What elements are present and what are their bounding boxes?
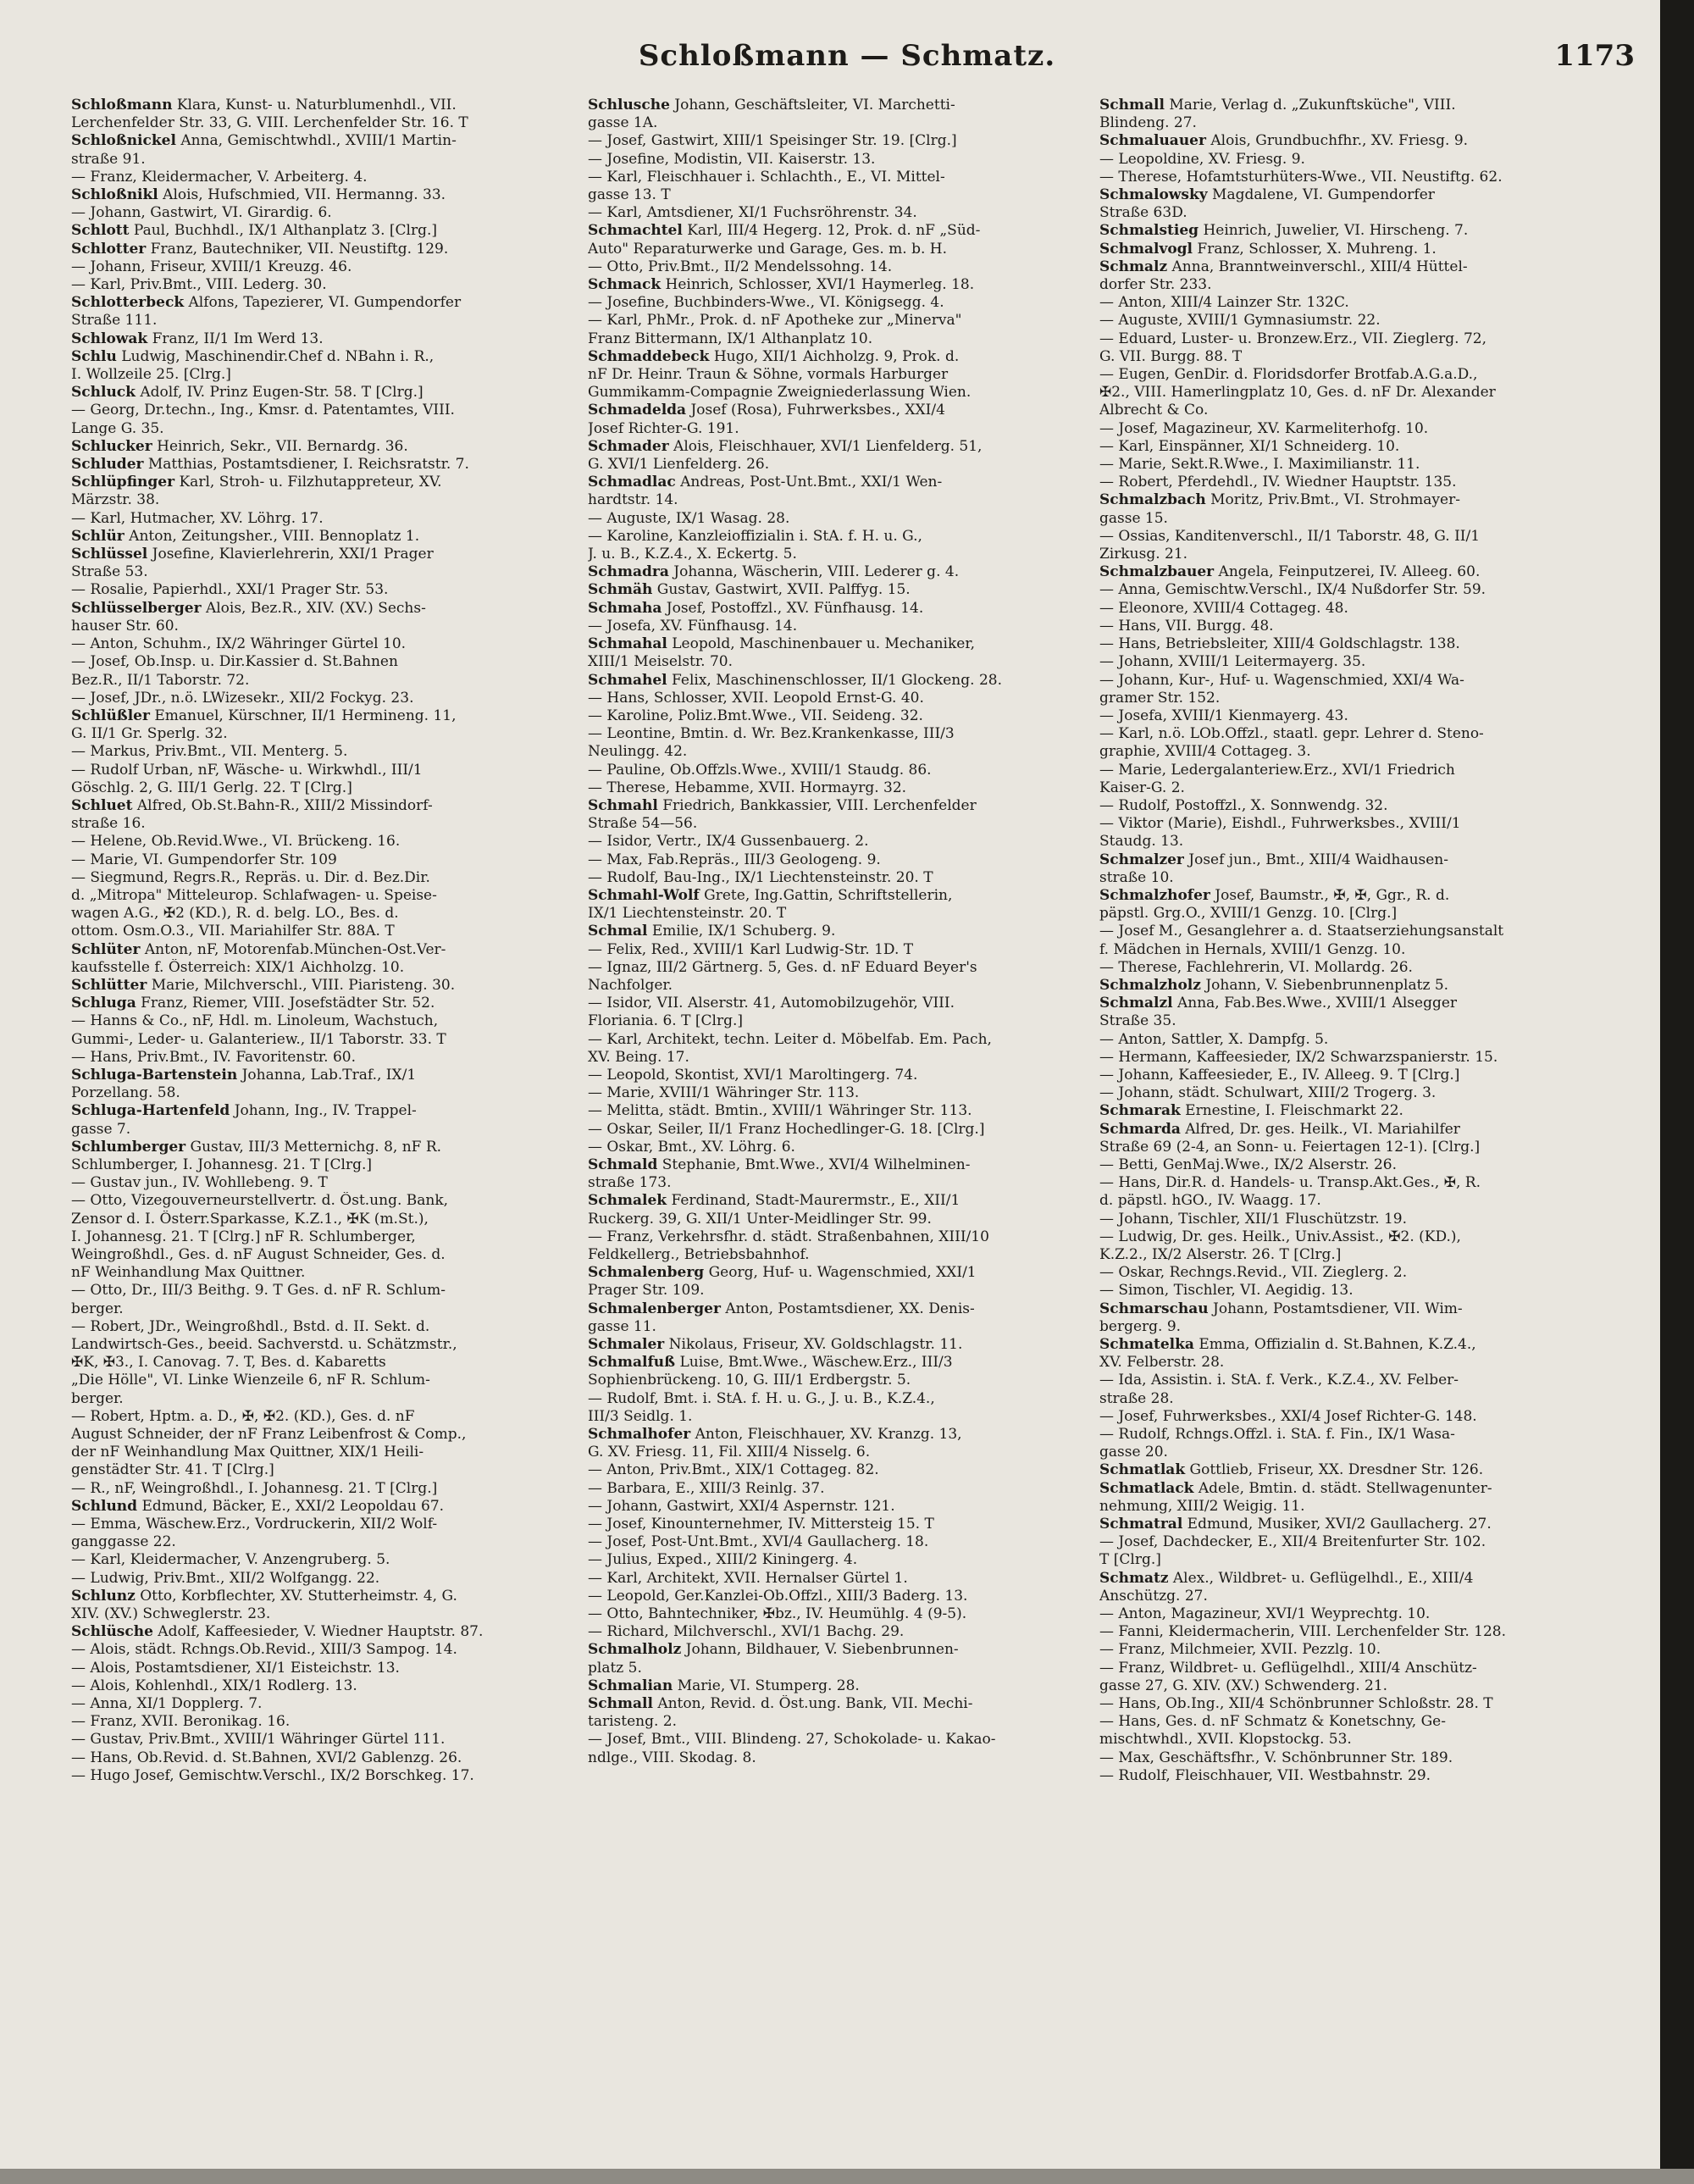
directory-entry-line: Schlüssel Josefine, Klavierlehrerin, XXI/1 Prager (71, 546, 434, 563)
directory-column-1 (71, 97, 579, 2164)
directory-entry-line: — Josefine, Buchbinders-Wwe., VI. Königsegg. 4. (588, 294, 944, 312)
directory-entry-line: Gummi-, Leder- u. Galanteriew., II/1 Taborstr. 33. T (71, 1030, 446, 1048)
directory-entry-line: gasse 27, G. XIV. (XV.) Schwenderg. 21. (1099, 1677, 1388, 1694)
directory-entry-line: Porzellang. 58. (71, 1084, 180, 1102)
directory-entry-line: f. Mädchen in Hernals, XVIII/1 Genzg. 10. (1099, 940, 1406, 958)
directory-entry-line: nF Dr. Heinr. Traun & Söhne, vormals Harburger (588, 366, 949, 384)
directory-entry-line: — Oskar, Seiler, II/1 Franz Hochedlinger-G. 18. [Clrg.] (588, 1120, 985, 1138)
directory-entry-line: III/3 Seidlg. 1. (588, 1407, 693, 1425)
directory-entry-line: Schlüsche Adolf, Kaffeesieder, V. Wiedner Hauptstr. 87. (71, 1623, 484, 1641)
directory-entry-line: Schmäh Gustav, Gastwirt, XVII. Palffyg. 15. (588, 581, 911, 599)
directory-entry-line: Straße 63D. (1099, 204, 1187, 222)
directory-entry-line: — Otto, Dr., III/3 Beithg. 9. T Ges. d. nF R. Schlum- (71, 1282, 446, 1300)
directory-entry-line: — Marie, VI. Gumpendorfer Str. 109 (71, 851, 337, 868)
directory-entry-line: straße 91. (71, 150, 146, 168)
directory-entry-line: Schluder Matthias, Postamtsdiener, I. Reichsratstr. 7. (71, 456, 469, 474)
directory-entry-line: Schlüßler Emanuel, Kürschner, II/1 Hermineng. 11, (71, 707, 457, 724)
directory-entry-line: — Oskar, Rechngs.Revid., VII. Zieglerg. 2. (1099, 1264, 1408, 1282)
directory-entry-line: Lerchenfelder Str. 33, G. VIII. Lerchenfelder Str. 16. T (71, 114, 468, 132)
directory-entry-line: kaufsstelle f. Österreich: XIX/1 Aichholzg. 10. (71, 958, 405, 976)
directory-entry-line: G. II/1 Gr. Sperlg. 32. (71, 725, 228, 743)
directory-entry-line: — Rudolf, Bmt. i. StA. f. H. u. G., J. u. B., K.Z.4., (588, 1389, 935, 1407)
directory-entry-line: gasse 1A. (588, 114, 658, 132)
directory-entry-line: Schlüsselberger Alois, Bez.R., XIV. (XV.) Sechs- (71, 599, 426, 617)
page-number: 1173 (1554, 39, 1635, 73)
directory-entry-line: Schmahl Friedrich, Bankkassier, VIII. Lerchenfelder (588, 796, 977, 814)
directory-entry-line: — Richard, Milchverschl., XVI/1 Bachg. 29. (588, 1623, 905, 1641)
directory-entry-line: — Anton, Priv.Bmt., XIX/1 Cottageg. 82. (588, 1461, 879, 1479)
directory-entry-line: — Robert, JDr., Weingroßhdl., Bstd. d. II. Sekt. d. (71, 1317, 430, 1335)
directory-entry-line: Schmalzer Josef jun., Bmt., XIII/4 Waidhausen- (1099, 851, 1449, 868)
directory-entry-line: gasse 7. (71, 1120, 131, 1138)
directory-entry-line: — Karl, Hutmacher, XV. Löhrg. 17. (71, 509, 324, 527)
directory-entry-line: Schmalzholz Johann, V. Siebenbrunnenplatz 5. (1099, 976, 1449, 994)
directory-entry-line: Schmack Heinrich, Schlosser, XVI/1 Haymerleg. 18. (588, 276, 975, 294)
directory-entry-line: — Therese, Hebamme, XVII. Hormayrg. 32. (588, 779, 907, 796)
directory-entry-line: — Melitta, städt. Bmtin., XVIII/1 Währinger Str. 113. (588, 1102, 972, 1120)
directory-entry-line: — Siegmund, Regrs.R., Repräs. u. Dir. d. Bez.Dir. (71, 868, 430, 886)
directory-entry-line: Lange G. 35. (71, 419, 164, 437)
directory-entry-line: — Therese, Fachlehrerin, VI. Mollardg. 26. (1099, 958, 1413, 976)
directory-entry-line: — Fanni, Kleidermacherin, VIII. Lerchenfelder Str. 128. (1099, 1623, 1506, 1641)
directory-entry-line: ganggasse 22. (71, 1533, 176, 1551)
directory-entry-line: Schmalenberg Georg, Huf- u. Wagenschmied, XXI/1 (588, 1264, 977, 1282)
directory-entry-line: — Georg, Dr.techn., Ing., Kmsr. d. Patentamtes, VIII. (71, 402, 455, 419)
directory-entry-line: — Josef M., Gesanglehrer a. d. Staatserziehungsanstalt (1099, 923, 1504, 940)
directory-entry-line: Josef Richter-G. 191. (588, 419, 739, 437)
directory-entry-line: XIII/1 Meiselstr. 70. (588, 653, 733, 671)
directory-entry-line: Schmald Stephanie, Bmt.Wwe., XVI/4 Wilhelminen- (588, 1156, 971, 1173)
directory-entry-line: — Ludwig, Dr. ges. Heilk., Univ.Assist., ✠2. (KD.), (1099, 1228, 1461, 1245)
directory-entry-line: Schmalowsky Magdalene, VI. Gumpendorfer (1099, 186, 1435, 204)
directory-entry-line: Straße 35. (1099, 1012, 1176, 1030)
directory-entry-line: Schlunz Otto, Korbflechter, XV. Stutterheimstr. 4, G. (71, 1587, 457, 1605)
directory-entry-line: Schmatlack Adele, Bmtin. d. städt. Stellwagenunter- (1099, 1479, 1492, 1497)
directory-entry-line: Floriania. 6. T [Clrg.] (588, 1012, 743, 1030)
directory-entry-line: — Hans, Ob.Ing., XII/4 Schönbrunner Schloßstr. 28. T (1099, 1695, 1493, 1713)
directory-entry-line: — Gustav, Priv.Bmt., XVIII/1 Währinger Gürtel 111. (71, 1731, 446, 1749)
directory-entry-line: ottom. Osm.O.3., VII. Mariahilfer Str. 88A. T (71, 923, 395, 940)
directory-entry-line: Straße 69 (2-4, an Sonn- u. Feiertagen 12-1). [Clrg.] (1099, 1138, 1481, 1156)
directory-entry-line: Schmalvogl Franz, Schlosser, X. Muhreng. 1. (1099, 240, 1437, 258)
directory-entry-line: d. „Mitropa" Mitteleurop. Schlafwagen- u. Speise- (71, 886, 437, 904)
directory-entry-line: Schmalfuß Luise, Bmt.Wwe., Wäschew.Erz., III/3 (588, 1354, 953, 1372)
directory-entry-line: — Hans, Ob.Revid. d. St.Bahnen, XVI/2 Gablenzg. 26. (71, 1749, 462, 1766)
directory-entry-line: — Leopold, Skontist, XVI/1 Maroltingerg. 74. (588, 1066, 918, 1084)
directory-entry-line: Schmaluauer Alois, Grundbuchfhr., XV. Friesg. 9. (1099, 132, 1469, 150)
directory-entry-line: Schmadlac Andreas, Post-Unt.Bmt., XXI/1 Wen- (588, 474, 943, 491)
directory-entry-line: Schmalzl Anna, Fab.Bes.Wwe., XVIII/1 Alsegger (1099, 995, 1458, 1012)
directory-entry-line: — Josef, Ob.Insp. u. Dir.Kassier d. St.Bahnen (71, 653, 398, 671)
directory-entry-line: Schmader Alois, Fleischhauer, XVI/1 Lienfelderg. 51, (588, 437, 983, 455)
directory-entry-line: Schmall Anton, Revid. d. Öst.ung. Bank, VII. Mechi- (588, 1695, 973, 1713)
directory-entry-line: Schlusche Johann, Geschäftsleiter, VI. Marchetti- (588, 97, 955, 114)
directory-entry-line: Schlotterbeck Alfons, Tapezierer, VI. Gumpendorfer (71, 294, 462, 312)
directory-entry-line: — Hanns & Co., nF, Hdl. m. Linoleum, Wachstuch, (71, 1012, 439, 1030)
directory-entry-line: — Johann, städt. Schulwart, XIII/2 Trogerg. 3. (1099, 1084, 1437, 1102)
directory-entry-line: gasse 15. (1099, 509, 1168, 527)
directory-entry-line: der nF Weinhandlung Max Quittner, XIX/1 Heili- (71, 1444, 424, 1461)
directory-entry-line: Schmall Marie, Verlag d. „Zukunftsküche", VIII. (1099, 97, 1456, 114)
directory-entry-line: — R., nF, Weingroßhdl., I. Johannesg. 21. T [Clrg.] (71, 1479, 438, 1497)
directory-entry-line: Straße 54—56. (588, 815, 698, 833)
directory-entry-line: Schlott Paul, Buchhdl., IX/1 Althanplatz 3. [Clrg.] (71, 222, 438, 240)
directory-entry-line: — Anna, XI/1 Dopplerg. 7. (71, 1695, 263, 1713)
directory-entry-line: Schmadelda Josef (Rosa), Fuhrwerksbes., XXI/4 (588, 402, 945, 419)
directory-entry-line: Schmachtel Karl, III/4 Hegerg. 12, Prok. d. nF „Süd- (588, 222, 981, 240)
directory-entry-line: Schloßmann Klara, Kunst- u. Naturblumenhdl., VII. (71, 97, 457, 114)
directory-entry-line: Schlund Edmund, Bäcker, E., XXI/2 Leopoldau 67. (71, 1497, 445, 1515)
directory-entry-line: Schmalhofer Anton, Fleischhauer, XV. Kranzg. 13, (588, 1426, 962, 1444)
directory-entry-line: — Isidor, Vertr., IX/4 Gussenbauerg. 2. (588, 833, 869, 851)
directory-entry-line: — Karl, Architekt, techn. Leiter d. Möbelfab. Em. Pach, (588, 1030, 992, 1048)
directory-entry-line: — Robert, Hptm. a. D., ✠, ✠2. (KD.), Ges. d. nF (71, 1407, 415, 1425)
directory-entry-line: — Max, Fab.Repräs., III/3 Geologeng. 9. (588, 851, 881, 868)
directory-entry-line: — Ignaz, III/2 Gärtnerg. 5, Ges. d. nF Eduard Beyer's (588, 958, 977, 976)
directory-entry-line: — Ludwig, Priv.Bmt., XII/2 Wolfgangg. 22. (71, 1569, 380, 1587)
directory-entry-line: — Leopoldine, XV. Friesg. 9. (1099, 150, 1305, 168)
directory-entry-line: — Hans, Priv.Bmt., IV. Favoritenstr. 60. (71, 1048, 356, 1066)
directory-entry-line: — Josef, Dachdecker, E., XII/4 Breitenfurter Str. 102. (1099, 1533, 1486, 1551)
directory-entry-line: — Eugen, GenDir. d. Floridsdorfer Brotfab.A.G.a.D., (1099, 366, 1478, 384)
directory-entry-line: — Julius, Exped., XIII/2 Kiningerg. 4. (588, 1551, 858, 1569)
directory-entry-line: — Johann, Gastwirt, XXI/4 Aspernstr. 121. (588, 1497, 895, 1515)
directory-entry-line: — Rosalie, Papierhdl., XXI/1 Prager Str. 53. (71, 581, 389, 599)
directory-entry-line: Schmalzhofer Josef, Baumstr., ✠, ✠, Ggr., R. d. (1099, 886, 1450, 904)
directory-entry-line: — Alois, Postamtsdiener, XI/1 Eisteichstr. 13. (71, 1659, 400, 1677)
directory-entry-line: — Franz, Milchmeier, XVII. Pezzlg. 10. (1099, 1641, 1381, 1659)
directory-entry-line: — Josef, Kinounternehmer, IV. Mittersteig 15. T (588, 1516, 934, 1533)
directory-entry-line: — Johann, Kur-, Huf- u. Wagenschmied, XXI/4 Wa- (1099, 671, 1464, 689)
directory-entry-line: — Ossias, Kanditenverschl., II/1 Taborstr. 48, G. II/1 (1099, 527, 1481, 545)
directory-entry-line: Schmaha Josef, Postoffzl., XV. Fünfhausg. 14. (588, 599, 924, 617)
directory-entry-line: Schluga-Hartenfeld Johann, Ing., IV. Trappel- (71, 1102, 417, 1120)
directory-entry-line: — Johann, Kaffeesieder, E., IV. Alleeg. 9. T [Clrg.] (1099, 1066, 1460, 1084)
directory-entry-line: Schmalenberger Anton, Postamtsdiener, XX. Denis- (588, 1300, 975, 1317)
directory-entry-line: — Otto, Vizegouverneurstellvertr. d. Öst.ung. Bank, (71, 1192, 449, 1210)
directory-entry-line: — Karl, n.ö. LOb.Offzl., staatl. gepr. Lehrer d. Steno- (1099, 725, 1484, 743)
directory-entry-line: — Anton, Schuhm., IX/2 Währinger Gürtel 10. (71, 635, 407, 653)
directory-entry-line: August Schneider, der nF Franz Leibenfrost & Comp., (71, 1426, 467, 1444)
directory-entry-line: — Simon, Tischler, VI. Aegidig. 13. (1099, 1282, 1354, 1300)
directory-entry-line: Schlür Anton, Zeitungsher., VIII. Bennoplatz 1. (71, 527, 420, 545)
directory-entry-line: Schmahl-Wolf Grete, Ing.Gattin, Schriftstellerin, (588, 886, 953, 904)
directory-entry-line: G. XV. Friesg. 11, Fil. XIII/4 Nisselg. 6. (588, 1444, 871, 1461)
directory-entry-line: hardtstr. 14. (588, 491, 678, 509)
directory-entry-line: — Eleonore, XVIII/4 Cottageg. 48. (1099, 599, 1348, 617)
directory-entry-line: Schmarschau Johann, Postamtsdiener, VII. Wim- (1099, 1300, 1463, 1317)
directory-entry-line: — Karl, Amtsdiener, XI/1 Fuchsröhrenstr. 34. (588, 204, 917, 222)
scan-edge-right (1660, 0, 1694, 2184)
directory-entry-line: — Franz, Wildbret- u. Geflügelhdl., XIII/4 Anschütz- (1099, 1659, 1477, 1677)
directory-entry-line: Schmaler Nikolaus, Friseur, XV. Goldschlagstr. 11. (588, 1336, 963, 1354)
directory-entry-line: — Josef, Post-Unt.Bmt., XVI/4 Gaullacherg. 18. (588, 1533, 929, 1551)
directory-entry-line: Anschützg. 27. (1099, 1587, 1208, 1605)
directory-entry-line: — Auguste, IX/1 Wasag. 28. (588, 509, 790, 527)
directory-entry-line: — Marie, Sekt.R.Wwe., I. Maximilianstr. 11. (1099, 456, 1420, 474)
directory-entry-line: — Hans, Dir.R. d. Handels- u. Transp.Akt.Ges., ✠, R. (1099, 1174, 1481, 1192)
directory-entry-line: — Johann, Tischler, XII/1 Fluschützstr. 19. (1099, 1210, 1408, 1228)
directory-entry-line: — Pauline, Ob.Offzls.Wwe., XVIII/1 Staudg. 86. (588, 761, 932, 779)
directory-entry-line: gasse 11. (588, 1317, 656, 1335)
directory-entry-line: — Karl, Einspänner, XI/1 Schneiderg. 10. (1099, 437, 1400, 455)
directory-entry-line: — Josef, Bmt., VIII. Blindeng. 27, Schokolade- u. Kakao- (588, 1731, 996, 1749)
directory-entry-line: — Hans, Betriebsleiter, XIII/4 Goldschlagstr. 138. (1099, 635, 1460, 653)
directory-entry-line: — Anton, Sattler, X. Dampfg. 5. (1099, 1030, 1329, 1048)
directory-entry-line: — Viktor (Marie), Eishdl., Fuhrwerksbes., XVIII/1 (1099, 815, 1461, 833)
directory-entry-line: gasse 20. (1099, 1444, 1168, 1461)
directory-entry-line: Schlütter Marie, Milchverschl., VIII. Piaristeng. 30. (71, 976, 456, 994)
directory-entry-line: — Johann, XVIII/1 Leitermayerg. 35. (1099, 653, 1366, 671)
directory-entry-line: J. u. B., K.Z.4., X. Eckertg. 5. (588, 546, 797, 563)
directory-entry-line: graphie, XVIII/4 Cottageg. 3. (1099, 743, 1311, 761)
directory-entry-line: straße 28. (1099, 1389, 1174, 1407)
directory-entry-line: straße 16. (71, 815, 146, 833)
directory-entry-line: Zensor d. I. Österr.Sparkasse, K.Z.1., ✠K (m.St.), (71, 1210, 429, 1228)
directory-entry-line: — Barbara, E., XIII/3 Reinlg. 37. (588, 1479, 825, 1497)
directory-entry-line: — Rudolf, Fleischhauer, VII. Westbahnstr. 29. (1099, 1766, 1431, 1784)
directory-entry-line: I. Johannesg. 21. T [Clrg.] nF R. Schlumberger, (71, 1228, 416, 1245)
directory-entry-line: — Karl, Fleischhauer i. Schlachth., E., VI. Mittel- (588, 168, 945, 186)
directory-entry-line: — Auguste, XVIII/1 Gymnasiumstr. 22. (1099, 312, 1381, 330)
directory-entry-line: K.Z.2., IX/2 Alserstr. 26. T [Clrg.] (1099, 1246, 1342, 1263)
directory-entry-line: Nachfolger. (588, 976, 673, 994)
directory-entry-line: Schmatelka Emma, Offizialin d. St.Bahnen, K.Z.4., (1099, 1336, 1476, 1354)
directory-entry-line: — Karl, Priv.Bmt., VIII. Lederg. 30. (71, 276, 327, 294)
directory-entry-line: päpstl. Grg.O., XVIII/1 Genzg. 10. [Clrg.] (1099, 905, 1398, 923)
directory-entry-line: — Ida, Assistin. i. StA. f. Verk., K.Z.4., XV. Felber- (1099, 1372, 1459, 1389)
directory-entry-line: — Oskar, Bmt., XV. Löhrg. 6. (588, 1138, 795, 1156)
directory-entry-line: — Rudolf, Rchngs.Offzl. i. StA. f. Fin., IX/1 Wasa- (1099, 1426, 1455, 1444)
directory-entry-line: berger. (71, 1300, 124, 1317)
directory-entry-line: Schmahel Felix, Maschinenschlosser, II/1 Glockeng. 28. (588, 671, 1002, 689)
directory-entry-line: Franz Bittermann, IX/1 Althanplatz 10. (588, 330, 873, 347)
directory-entry-line: — Karoline, Poliz.Bmt.Wwe., VII. Seideng. 32. (588, 707, 923, 724)
directory-entry-line: Schmarda Alfred, Dr. ges. Heilk., VI. Mariahilfer (1099, 1120, 1460, 1138)
directory-entry-line: Schmalz Anna, Branntweinverschl., XIII/4 Hüttel- (1099, 258, 1468, 275)
directory-entry-line: nehmung, XIII/2 Weigig. 11. (1099, 1497, 1305, 1515)
directory-entry-line: — Markus, Priv.Bmt., VII. Menterg. 5. (71, 743, 348, 761)
directory-entry-line: — Betti, GenMaj.Wwe., IX/2 Alserstr. 26. (1099, 1156, 1398, 1173)
directory-entry-line: Schloßnickel Anna, Gemischtwhdl., XVIII/1 Martin- (71, 132, 457, 150)
directory-entry-line: — Karl, Kleidermacher, V. Anzengruberg. 5. (71, 1551, 390, 1569)
directory-entry-line: taristeng. 2. (588, 1713, 678, 1731)
directory-entry-line: — Josef, Fuhrwerksbes., XXI/4 Josef Richter-G. 148. (1099, 1407, 1477, 1425)
directory-entry-line: Ruckerg. 39, G. XII/1 Unter-Meidlinger Str. 99. (588, 1210, 932, 1228)
directory-entry-line: I. Wollzeile 25. [Clrg.] (71, 366, 231, 384)
directory-entry-line: Schluet Alfred, Ob.St.Bahn-R., XIII/2 Missindorf- (71, 796, 433, 814)
directory-entry-line: dorfer Str. 233. (1099, 276, 1212, 294)
directory-entry-line: — Karl, PhMr., Prok. d. nF Apotheke zur „Minerva" (588, 312, 962, 330)
directory-entry-line: Schmal Emilie, IX/1 Schuberg. 9. (588, 923, 836, 940)
directory-entry-line: d. päpstl. hGO., IV. Waagg. 17. (1099, 1192, 1321, 1210)
directory-entry-line: — Max, Geschäftsfhr., V. Schönbrunner Str. 189. (1099, 1749, 1453, 1766)
directory-entry-line: Schluck Adolf, IV. Prinz Eugen-Str. 58. T [Clrg.] (71, 384, 424, 402)
directory-entry-line: ✠2., VIII. Hamerlingplatz 10, Ges. d. nF Dr. Alexander (1099, 384, 1496, 402)
directory-entry-line: — Karl, Architekt, XVII. Hernalser Gürtel 1. (588, 1569, 908, 1587)
directory-entry-line: — Gustav jun., IV. Wohllebeng. 9. T (71, 1174, 328, 1192)
directory-entry-line: mischtwhdl., XVII. Klopstockg. 53. (1099, 1731, 1352, 1749)
directory-entry-line: berger. (71, 1389, 124, 1407)
directory-entry-line: Schlucker Heinrich, Sekr., VII. Bernardg. 36. (71, 437, 408, 455)
directory-entry-line: — Franz, XVII. Beronikag. 16. (71, 1713, 291, 1731)
directory-entry-line: — Therese, Hofamtsturhüters-Wwe., VII. Neustiftg. 62. (1099, 168, 1503, 186)
directory-entry-line: — Alois, Kohlenhdl., XIX/1 Rodlerg. 13. (71, 1677, 357, 1694)
directory-entry-line: — Hans, Schlosser, XVII. Leopold Ernst-G. 40. (588, 689, 924, 707)
directory-entry-line: — Rudolf, Bau-Ing., IX/1 Liechtensteinstr. 20. T (588, 868, 933, 886)
directory-entry-line: — Eduard, Luster- u. Bronzew.Erz., VII. Zieglerg. 72, (1099, 330, 1486, 347)
directory-entry-line: Schmahal Leopold, Maschinenbauer u. Mechaniker, (588, 635, 975, 653)
directory-entry-line: — Rudolf, Postoffzl., X. Sonnwendg. 32. (1099, 796, 1388, 814)
directory-entry-line: — Otto, Bahntechniker, ✠bz., IV. Heumühlg. 4 (9-5). (588, 1605, 967, 1623)
directory-entry-line: — Hans, Ges. d. nF Schmatz & Konetschny, Ge- (1099, 1713, 1446, 1731)
directory-entry-line: platz 5. (588, 1659, 642, 1677)
directory-entry-line: Schlüter Anton, nF, Motorenfab.München-Ost.Ver- (71, 940, 446, 958)
directory-entry-line: Straße 53. (71, 563, 148, 581)
directory-entry-line: — Josef, JDr., n.ö. LWizesekr., XII/2 Fockyg. 23. (71, 689, 414, 707)
directory-entry-line: — Johann, Gastwirt, VI. Girardig. 6. (71, 204, 332, 222)
directory-entry-line: — Marie, XVIII/1 Währinger Str. 113. (588, 1084, 860, 1102)
directory-entry-line: Neulingg. 42. (588, 743, 688, 761)
directory-entry-line: G. VII. Burgg. 88. T (1099, 347, 1243, 365)
directory-entry-line: — Josef, Gastwirt, XIII/1 Speisinger Str. 19. [Clrg.] (588, 132, 957, 150)
directory-entry-line: hauser Str. 60. (71, 617, 179, 635)
directory-entry-line: IX/1 Liechtensteinstr. 20. T (588, 905, 787, 923)
directory-entry-line: straße 173. (588, 1174, 672, 1192)
directory-entry-line: Blindeng. 27. (1099, 114, 1197, 132)
directory-entry-line: Straße 111. (71, 312, 158, 330)
directory-entry-line: Schmalholz Johann, Bildhauer, V. Siebenbrunnen- (588, 1641, 959, 1659)
directory-entry-line: Schmatral Edmund, Musiker, XVI/2 Gaullacherg. 27. (1099, 1516, 1492, 1533)
directory-entry-line: — Hugo Josef, Gemischtw.Verschl., IX/2 Borschkeg. 17. (71, 1766, 474, 1784)
directory-entry-line: — Anna, Gemischtw.Verschl., IX/4 Nußdorfer Str. 59. (1099, 581, 1486, 599)
directory-entry-line: — Emma, Wäschew.Erz., Vordruckerin, XII/2 Wolf- (71, 1516, 438, 1533)
directory-entry-line: Schmalzbach Moritz, Priv.Bmt., VI. Strohmayer- (1099, 491, 1460, 509)
directory-entry-line: Zirkusg. 21. (1099, 546, 1188, 563)
directory-entry-line: — Josef, Magazineur, XV. Karmeliterhofg. 10. (1099, 419, 1429, 437)
scan-edge-bottom (0, 2169, 1694, 2184)
directory-entry-line: — Hermann, Kaffeesieder, IX/2 Schwarzspanierstr. 15. (1099, 1048, 1498, 1066)
directory-entry-line: gramer Str. 152. (1099, 689, 1221, 707)
directory-entry-line: ndlge., VIII. Skodag. 8. (588, 1749, 756, 1766)
directory-entry-line: — Franz, Verkehrsfhr. d. städt. Straßenbahnen, XIII/10 (588, 1228, 989, 1245)
directory-entry-line: — Helene, Ob.Revid.Wwe., VI. Brückeng. 16. (71, 833, 401, 851)
directory-entry-line: Schlu Ludwig, Maschinendir.Chef d. NBahn i. R., (71, 347, 435, 365)
directory-entry-line: — Rudolf Urban, nF, Wäsche- u. Wirkwhdl., III/1 (71, 761, 423, 779)
directory-entry-line: — Felix, Red., XVIII/1 Karl Ludwig-Str. 1D. T (588, 940, 914, 958)
directory-entry-line: genstädter Str. 41. T [Clrg.] (71, 1461, 274, 1479)
directory-entry-line: Märzstr. 38. (71, 491, 160, 509)
page-title: Schloßmann — Schmatz. (638, 39, 1056, 73)
directory-entry-line: ✠K, ✠3., I. Canovag. 7. T, Bes. d. Kabaretts (71, 1354, 386, 1372)
directory-entry-line: gasse 13. T (588, 186, 671, 204)
directory-entry-line: — Marie, Ledergalanteriew.Erz., XVI/1 Friedrich (1099, 761, 1455, 779)
directory-entry-line: Schmatlak Gottlieb, Friseur, XX. Dresdner Str. 126. (1099, 1461, 1484, 1479)
directory-entry-line: Schmalek Ferdinand, Stadt-Maurermstr., E., XII/1 (588, 1192, 960, 1210)
directory-entry-line: bergerg. 9. (1099, 1317, 1182, 1335)
directory-entry-line: G. XVI/1 Lienfelderg. 26. (588, 456, 770, 474)
directory-entry-line: — Karoline, Kanzleioffizialin i. StA. f. H. u. G., (588, 527, 922, 545)
directory-entry-line: Auto" Reparaturwerke und Garage, Ges. m. b. H. (588, 240, 947, 258)
directory-entry-line: — Josefa, XV. Fünfhausg. 14. (588, 617, 798, 635)
directory-entry-line: — Leopold, Ger.Kanzlei-Ob.Offzl., XIII/3 Baderg. 13. (588, 1587, 968, 1605)
directory-entry-line: Schmalian Marie, VI. Stumperg. 28. (588, 1677, 860, 1694)
directory-entry-line: — Josefa, XVIII/1 Kienmayerg. 43. (1099, 707, 1348, 724)
directory-entry-line: Bez.R., II/1 Taborstr. 72. (71, 671, 250, 689)
directory-entry-line: — Robert, Pferdehdl., IV. Wiedner Hauptstr. 135. (1099, 474, 1457, 491)
directory-entry-line: Schluga-Bartenstein Johanna, Lab.Traf., IX/1 (71, 1066, 417, 1084)
directory-entry-line: Göschlg. 2, G. III/1 Gerlg. 22. T [Clrg.] (71, 779, 352, 796)
directory-column-3 (1099, 97, 1616, 2164)
directory-entry-line: — Franz, Kleidermacher, V. Arbeiterg. 4. (71, 168, 368, 186)
directory-entry-line: Schlowak Franz, II/1 Im Werd 13. (71, 330, 324, 347)
directory-entry-line: Schluga Franz, Riemer, VIII. Josefstädter Str. 52. (71, 995, 435, 1012)
directory-entry-line: Schlüpfinger Karl, Stroh- u. Filzhutappreteur, XV. (71, 474, 442, 491)
directory-entry-line: Schlotter Franz, Bautechniker, VII. Neustiftg. 129. (71, 240, 449, 258)
directory-entry-line: Landwirtsch-Ges., beeid. Sachverstd. u. Schätzmstr., (71, 1336, 457, 1354)
directory-entry-line: T [Clrg.] (1099, 1551, 1161, 1569)
directory-entry-line: Schmadra Johanna, Wäscherin, VIII. Lederer g. 4. (588, 563, 960, 581)
directory-entry-line: — Josefine, Modistin, VII. Kaiserstr. 13. (588, 150, 876, 168)
directory-entry-line: Feldkellerg., Betriebsbahnhof. (588, 1246, 810, 1263)
directory-entry-line: wagen A.G., ✠2 (KD.), R. d. belg. LO., Bes. d. (71, 905, 399, 923)
directory-entry-line: Schloßnikl Alois, Hufschmied, VII. Hermanng. 33. (71, 186, 446, 204)
directory-entry-line: „Die Hölle", VI. Linke Wienzeile 6, nF R. Schlum- (71, 1372, 430, 1389)
directory-entry-line: — Hans, VII. Burgg. 48. (1099, 617, 1274, 635)
directory-entry-line: Gummikamm-Compagnie Zweigniederlassung Wien. (588, 384, 972, 402)
directory-entry-line: — Johann, Friseur, XVIII/1 Kreuzg. 46. (71, 258, 352, 275)
directory-entry-line: nF Weinhandlung Max Quittner. (71, 1264, 306, 1282)
directory-entry-line: Prager Str. 109. (588, 1282, 705, 1300)
directory-entry-line: XV. Felberstr. 28. (1099, 1354, 1225, 1372)
directory-column-2 (588, 97, 1096, 2164)
directory-entry-line: Kaiser-G. 2. (1099, 779, 1185, 796)
directory-entry-line: Weingroßhdl., Ges. d. nF August Schneider, Ges. d. (71, 1246, 446, 1263)
directory-entry-line: — Anton, XIII/4 Lainzer Str. 132C. (1099, 294, 1349, 312)
directory-entry-line: XIV. (XV.) Schweglerstr. 23. (71, 1605, 271, 1623)
directory-entry-line: — Otto, Priv.Bmt., II/2 Mendelssohng. 14. (588, 258, 893, 275)
directory-entry-line: Schmarak Ernestine, I. Fleischmarkt 22. (1099, 1102, 1403, 1120)
directory-entry-line: Albrecht & Co. (1099, 402, 1209, 419)
directory-entry-line: Schmatz Alex., Wildbret- u. Geflügelhdl., E., XIII/4 (1099, 1569, 1474, 1587)
directory-entry-line: Sophienbrückeng. 10, G. III/1 Erdbergstr. 5. (588, 1372, 911, 1389)
directory-entry-line: Staudg. 13. (1099, 833, 1184, 851)
directory-entry-line: XV. Being. 17. (588, 1048, 689, 1066)
directory-entry-line: Schmaddebeck Hugo, XII/1 Aichholzg. 9, Prok. d. (588, 347, 960, 365)
directory-entry-line: — Alois, städt. Rchngs.Ob.Revid., XIII/3 Sampog. 14. (71, 1641, 457, 1659)
directory-entry-line: Schmalzbauer Angela, Feinputzerei, IV. Alleeg. 60. (1099, 563, 1481, 581)
directory-entry-line: Schlumberger Gustav, III/3 Metternichg. 8, nF R. (71, 1138, 442, 1156)
directory-entry-line: — Isidor, VII. Alserstr. 41, Automobilzugehör, VIII. (588, 995, 955, 1012)
directory-entry-line: Schmalstieg Heinrich, Juwelier, VI. Hirscheng. 7. (1099, 222, 1469, 240)
directory-entry-line: — Leontine, Bmtin. d. Wr. Bez.Krankenkasse, III/3 (588, 725, 955, 743)
directory-entry-line: — Anton, Magazineur, XVI/1 Weyprechtg. 10. (1099, 1605, 1431, 1623)
directory-entry-line: Schlumberger, I. Johannesg. 21. T [Clrg.] (71, 1156, 373, 1173)
directory-entry-line: straße 10. (1099, 868, 1174, 886)
